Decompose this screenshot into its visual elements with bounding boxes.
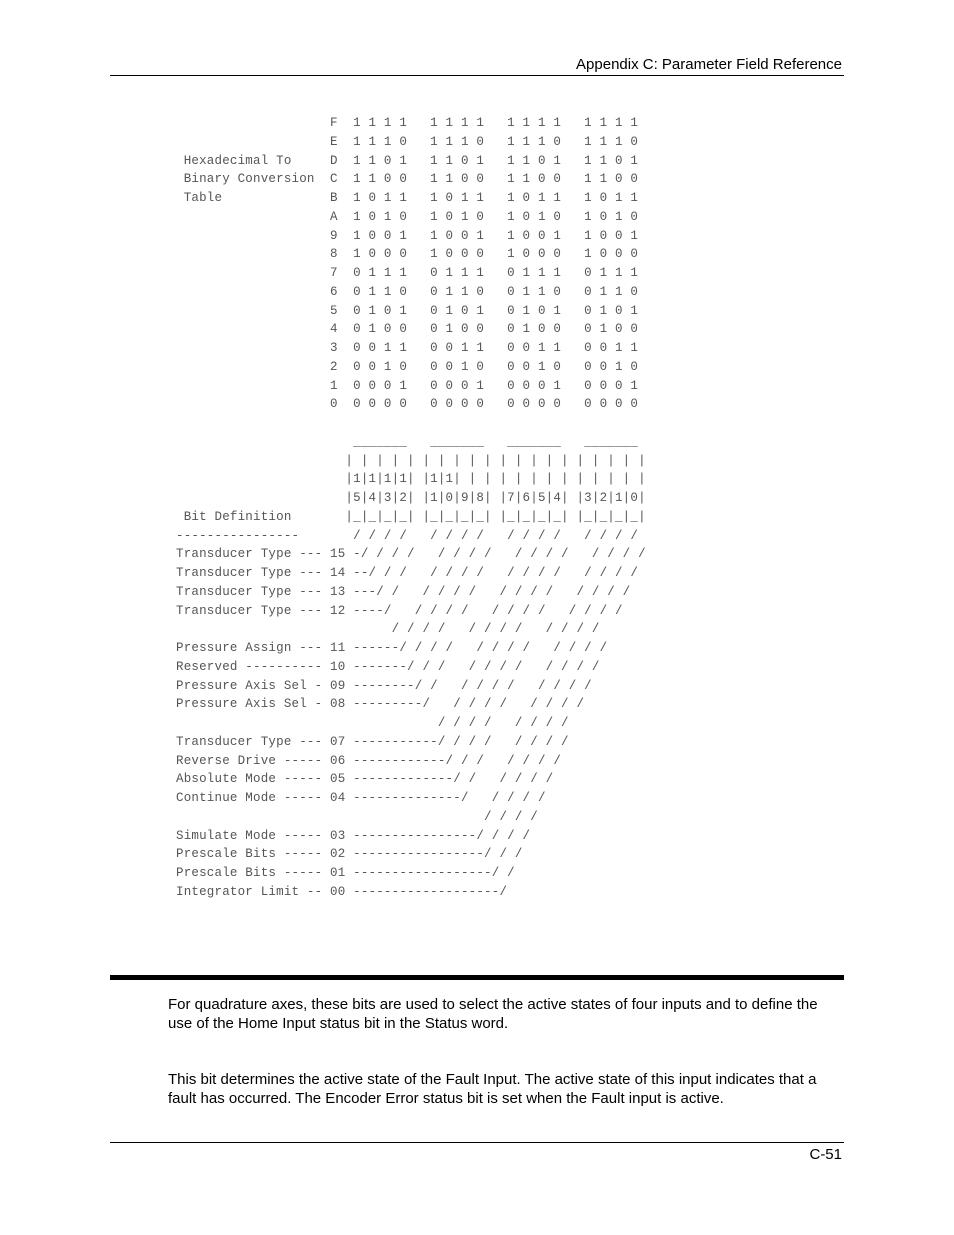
diagram-line: 0 0 0 0 0 0 0 0 0 0 0 0 0 0 0 0 0 xyxy=(176,397,639,412)
diagram-line: Pressure Axis Sel - 08 ---------/ / / / / / / / / xyxy=(176,697,585,712)
diagram-line: Transducer Type --- 15 -/ / / / / / / / / / / / / / / / xyxy=(176,547,646,562)
diagram-line: 5 0 1 0 1 0 1 0 1 0 1 0 1 0 1 0 1 xyxy=(176,303,639,318)
footer-rule xyxy=(110,1142,844,1143)
diagram-line: Table B 1 0 1 1 1 0 1 1 1 0 1 1 1 0 1 1 xyxy=(176,191,639,205)
fault-input-paragraph: This bit determines the active state of the Fault Input. The active state of this input indicates that a fault has occurred. The Encoder Error status bit is set when the Fault input is active. xyxy=(168,1071,817,1107)
diagram-line: |1|1|1|1| |1|1| | | | | | | | | | | | | xyxy=(176,472,646,487)
diagram-line: F 1 1 1 1 1 1 1 1 1 1 1 1 1 1 1 1 xyxy=(176,116,639,130)
diagram-line: 1 0 0 0 1 0 0 0 1 0 0 0 1 0 0 0 1 xyxy=(176,378,639,393)
diagram-line: _______ _______ _______ _______ xyxy=(176,434,639,449)
diagram-line: Transducer Type --- 13 ---/ / / / / / / / / / / / / / xyxy=(176,584,631,599)
diagram-line: 9 1 0 0 1 1 0 0 1 1 0 0 1 1 0 0 1 xyxy=(176,228,639,243)
diagram-line: Transducer Type --- 07 -----------/ / / / / / / / xyxy=(176,734,569,749)
diagram-line: Prescale Bits ----- 01 ------------------/ / xyxy=(176,866,515,880)
diagram-line: | | | | | | | | | | | | | | | | | | | | xyxy=(176,453,646,468)
diagram-line: 8 1 0 0 0 1 0 0 0 1 0 0 0 1 0 0 0 xyxy=(176,247,639,262)
diagram-line: Reverse Drive ----- 06 ------------/ / / / / / / xyxy=(176,753,562,768)
diagram-line: 4 0 1 0 0 0 1 0 0 0 1 0 0 0 1 0 0 xyxy=(176,322,639,337)
diagram-line: Continue Mode ----- 04 --------------/ / / / / xyxy=(176,791,546,805)
diagram-line: Reserved ---------- 10 -------/ / / / / / / / / / / xyxy=(176,659,600,674)
diagram-line: Absolute Mode ----- 05 -------------/ / / / / / xyxy=(176,772,554,787)
header-rule xyxy=(110,75,844,76)
diagram-line: Hexadecimal To D 1 1 0 1 1 1 0 1 1 1 0 1 1 1 0 1 xyxy=(176,153,639,168)
diagram-line: ---------------- / / / / / / / / / / / / / / / / xyxy=(176,528,639,543)
page-number: C-51 xyxy=(809,1146,842,1163)
diagram-line: Simulate Mode ----- 03 ----------------/ / / / xyxy=(176,828,531,843)
diagram-line: Integrator Limit -- 00 -------------------/ xyxy=(176,884,508,899)
diagram-line: / / / / / / / / / / / / xyxy=(176,622,600,637)
diagram-line: 6 0 1 1 0 0 1 1 0 0 1 1 0 0 1 1 0 xyxy=(176,284,639,299)
diagram-line: A 1 0 1 0 1 0 1 0 1 0 1 0 1 0 1 0 xyxy=(176,209,639,224)
diagram-line: / / / / / / / / xyxy=(176,716,569,730)
diagram-line: Bit Definition |_|_|_|_| |_|_|_|_| |_|_|_|_| |_|_|_|_| xyxy=(176,509,646,524)
section-divider xyxy=(110,975,844,980)
diagram-line: Transducer Type --- 12 ----/ / / / / / / / / / / / / xyxy=(176,603,623,618)
diagram-line: |5|4|3|2| |1|0|9|8| |7|6|5|4| |3|2|1|0| xyxy=(176,491,646,505)
bit-definition-diagram xyxy=(176,114,646,902)
diagram-line: 2 0 0 1 0 0 0 1 0 0 0 1 0 0 0 1 0 xyxy=(176,359,639,374)
diagram-line: 3 0 0 1 1 0 0 1 1 0 0 1 1 0 0 1 1 xyxy=(176,341,639,355)
diagram-line: Prescale Bits ----- 02 -----------------/ / / xyxy=(176,847,523,862)
diagram-line: / / / / xyxy=(176,809,538,824)
diagram-line: Binary Conversion C 1 1 0 0 1 1 0 0 1 1 0 0 1 1 0 0 xyxy=(176,172,639,187)
diagram-line: Pressure Assign --- 11 ------/ / / / / / / / / / / / xyxy=(176,641,608,655)
quadrature-paragraph: For quadrature axes, these bits are used to select the active states of four inputs and to define the use of the Home Input status bit in the Status word. xyxy=(168,996,818,1032)
diagram-line: Transducer Type --- 14 --/ / / / / / / / / / / / / / / xyxy=(176,566,639,580)
running-header: Appendix C: Parameter Field Reference xyxy=(576,56,842,73)
diagram-line: Pressure Axis Sel - 09 --------/ / / / / / / / / / xyxy=(176,678,592,693)
diagram-line: E 1 1 1 0 1 1 1 0 1 1 1 0 1 1 1 0 xyxy=(176,134,639,149)
diagram-line: 7 0 1 1 1 0 1 1 1 0 1 1 1 0 1 1 1 xyxy=(176,266,639,280)
